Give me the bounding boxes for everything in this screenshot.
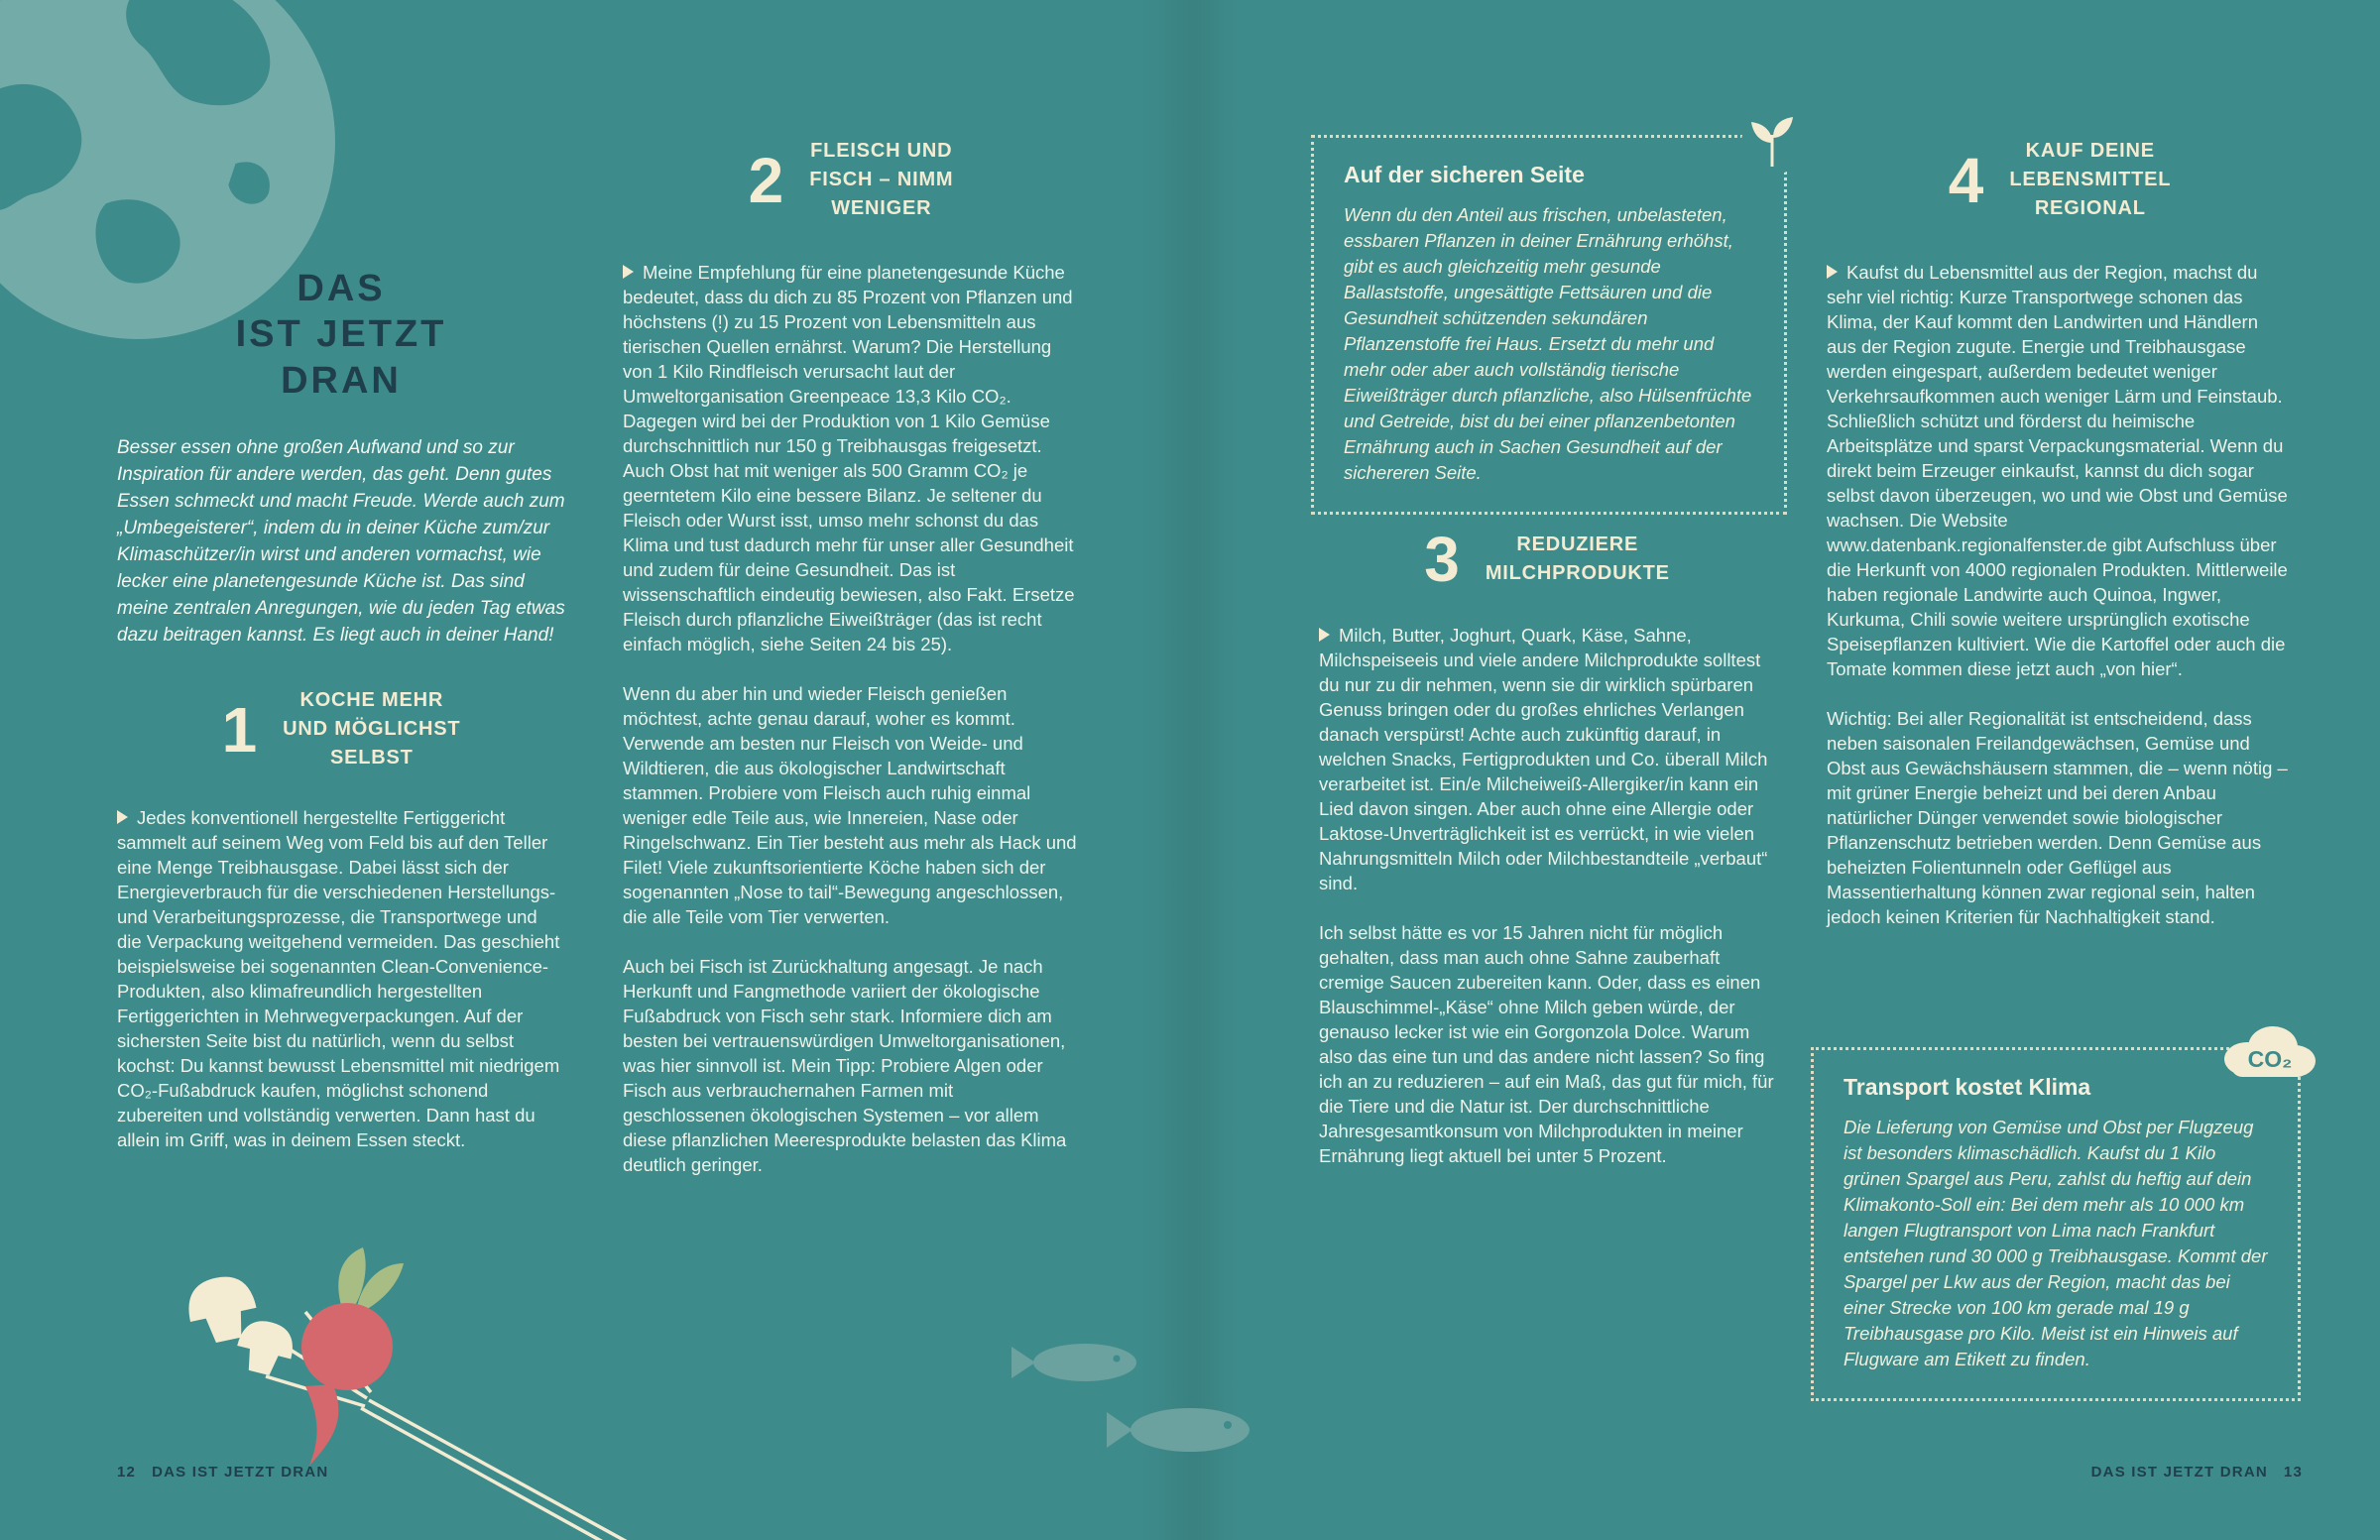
leaf-icon: [1741, 111, 1805, 175]
section-heading-line: KOCHE MEHR: [299, 689, 444, 711]
footer-left: [117, 1464, 328, 1481]
section-heading-line: FLEISCH UND: [810, 140, 953, 162]
section-heading-line: FISCH – NIMM: [809, 169, 954, 190]
paragraph-text: Wenn du aber hin und wieder Fleisch genießen möchtest, achte genau darauf, woher es kommt. Verwende am besten nur Fleisch von Weide- und Wildtieren, die aus ökologischer Landwirtschaft stammen. Probiere vom Fleisch auch ruhig einmal weniger edle Teile aus, wie Innereien, Nase oder Ringelschwanz. Ein Tier besteht aus mehr als Hack und Filet! Viele zukunftsorientierte Köche haben sich der sogenannten „Nose to tail“-Bewegung angeschlossen, die alle Teile vom Tier verwerten.: [623, 683, 1077, 927]
paragraph-text: Wichtig: Bei aller Regionalität ist entscheidend, dass neben saisonalen Freilandgewächsen, Gemüse und Obst aus Gewächshäusern stammen, die – wenn nötig – mit grüner Energie beheizt und bei deren Anbau natürlicher Dünger verwendet sowie biologischer Pflanzenschutz betrieben werden. Denn Gemüse aus beheizten Folientunneln oder Geflügel aus Massentierhaltung können zwar regional sein, halten jedoch keinen Kriterien für Nachhaltigkeit stand.: [1827, 708, 2288, 927]
page-title: [117, 266, 565, 404]
mushroom-icon: [232, 1316, 298, 1379]
body-paragraph: [623, 260, 1077, 656]
section-heading-line: REGIONAL: [2034, 197, 2146, 219]
body-paragraph: [1319, 920, 1777, 1168]
arrow-bullet-icon: [117, 810, 128, 824]
footer-right: [2091, 1464, 2303, 1481]
section-4-number: 4: [1948, 144, 1984, 216]
footer-label: DAS IST JETZT DRAN: [2090, 1464, 2268, 1481]
section-2-header: [623, 137, 1079, 223]
co2-label: CO₂: [2247, 1046, 2293, 1072]
section-2-number: 2: [748, 144, 784, 216]
radish-icon: [301, 1247, 404, 1466]
page-gutter: [1140, 0, 1240, 1540]
section-heading-line: MILCHPRODUKTE: [1485, 562, 1670, 584]
section-heading-line: SELBST: [329, 747, 414, 769]
box-heading: Auf der sicheren Seite: [1344, 162, 1585, 187]
box-body-text: Wenn du den Anteil aus frischen, unbelasteten, essbaren Pflanzen in deiner Ernährung erhöhst, gibt es auch gleichzeitig mehr gesunde Ballaststoffe, ungesättigte Fettsäuren und die Gesundheit schützenden sekundären Pflanzenstoffe frei Haus. Ersetzt du mehr und mehr oder aber auch vollständig tierische Eiweißträger durch pflanzliche, also Hülsenfrüchte und Getreide, bist du bei einer pflanzenbetonten Ernährung auch in Sachen Gesundheit auf der sichereren Seite.: [1344, 204, 1752, 483]
fish-icon: [1012, 1344, 1136, 1381]
page-title-line: DRAN: [281, 359, 402, 402]
box-heading: Transport kostet Klima: [1844, 1074, 2091, 1100]
paragraph-text: Ich selbst hätte es vor 15 Jahren nicht für möglich gehalten, dass man auch ohne Sahne zauberhaft cremige Saucen zubereiten kann. Oder, dass es einen Blauschimmel-„Käse“ ohne Milch geben würde, der genauso lecker ist wie ein Gorgonzola Dolce. Warum also das eine tun und das andere nicht lassen? So fing ich an zu reduzieren – auf ein Maß, das gut für mich, für die Tiere und die Natur ist. Der durchschnittliche Jahresgesamtkonsum von Milchprodukten in meiner Ernährung liegt aktuell bei unter 5 Prozent.: [1319, 922, 1774, 1166]
arrow-bullet-icon: [1827, 265, 1838, 279]
radish-fork-illustration: [159, 1218, 714, 1540]
page-title-line: DAS: [297, 268, 386, 309]
paragraph-text: Meine Empfehlung für eine planetengesunde Küche bedeutet, dass du dich zu 85 Prozent von Pflanzen und höchstens (!) zu 15 Prozent von Lebensmitteln aus tierischen Quellen ernährst. Warum? Die Herstellung von 1 Kilo Rindfleisch verursacht laut der Umweltorganisation Greenpeace 13,3 Kilo CO₂. Dagegen wird bei der Produktion von 1 Kilo Gemüse durchschnittlich nur 150 g Treibhausgas freigesetzt. Auch Obst hat mit weniger als 500 Gramm CO₂ je geerntetem Kilo eine bessere Bilanz. Je seltener du Fleisch oder Wurst isst, umso mehr schonst du das Klima und tust dadurch mehr für unser aller Gesundheit und zudem für deine Gesundheit. Das ist wissenschaftlich eindeutig bewiesen, also Fakt. Ersetze Fleisch durch pflanzliche Eiweißträger (das ist recht einfach möglich, siehe Seiten 24 bis 25).: [623, 262, 1075, 654]
body-paragraph: [1827, 260, 2291, 681]
transport-climate-box: [1811, 1047, 2301, 1401]
section-heading-line: UND MÖGLICHST: [283, 718, 461, 740]
section-3-heading: [1486, 531, 1670, 588]
page-title-line: IST JETZT: [235, 313, 447, 356]
page-number: 12: [117, 1464, 137, 1481]
section-3-body: [1319, 623, 1777, 1193]
body-paragraph: [1319, 623, 1777, 895]
section-3-number: 3: [1424, 524, 1460, 595]
section-4-header: [1827, 137, 2293, 223]
box-body-text: Die Lieferung von Gemüse und Obst per Flugzeug ist besonders klimaschädlich. Kaufst du 1 Kilo grünen Spargel aus Peru, zahlst du heftig auf dein Klimakonto-Soll ein: Bei dem mehr als 10 000 km langen Flugtransport von Lima nach Frankfurt entstehen rund 30 000 g Treibhausgase. Kommt der Spargel per Lkw aus der Region, macht das bei einer Strecke von 100 km gerade mal 19 g Treibhausgase pro Kilo. Meist ist ein Hinweis auf Flugware am Etikett zu finden.: [1844, 1117, 2268, 1369]
safe-side-box: [1311, 135, 1787, 515]
section-4-body: [1827, 260, 2291, 954]
section-1-body: [117, 805, 565, 1177]
co2-cloud-icon: [2217, 1017, 2322, 1085]
section-heading-line: LEBENSMITTEL: [2009, 169, 2172, 190]
footer-label: DAS IST JETZT DRAN: [152, 1464, 329, 1481]
paragraph-text: Auch bei Fisch ist Zurückhaltung angesagt. Je nach Herkunft und Fangmethode variiert der ökologische Fußabdruck von Fisch sehr stark. Informiere dich am besten bei vertrauenswürdigen Umweltorganisationen, was hier sinnvoll ist. Mein Tipp: Probiere Algen oder Fisch aus verbrauchernahen Farmen mit geschlossenen ökologischen Systemen – vor allem diese pflanzlichen Meeresprodukte belasten das Klima deutlich geringer.: [623, 956, 1067, 1175]
arrow-bullet-icon: [623, 265, 634, 279]
section-heading-line: REDUZIERE: [1516, 533, 1639, 555]
section-1-heading: [283, 686, 460, 772]
paragraph-text: Kaufst du Lebensmittel aus der Region, machst du sehr viel richtig: Kurze Transportwege schonen das Klima, der Kauf kommt den Landwirten und Händlern aus der Region zugute. Energie und Treibhausgase werden eingespart, außerdem bedeutet weniger Verkehrsaufkommen auch weniger Lärm und Feinstaub. Schließlich schützt und förderst du heimische Arbeitsplätze und sparst Verpackungsmaterial. Wenn du direkt beim Erzeuger einkaufst, kannst du dich sogar selbst davon überzeugen, wo und wie Obst und Gemüse wachsen. Die Website www.datenbank.regionalfenster.de gibt Aufschluss über die Herkunft von 4000 regionalen Produkten. Mittlerweile haben regionale Landwirte auch Quinoa, Ingwer, Kurkuma, Chili sowie weitere ursprünglich exotische Speisepflanzen kultiviert. Wie die Kartoffel oder auch die Tomate kommen diese jetzt auch „von hier“.: [1827, 262, 2288, 679]
section-4-heading: [2009, 137, 2171, 223]
section-2-heading: [809, 137, 953, 223]
body-paragraph: [117, 805, 565, 1152]
fish-icon: [1107, 1408, 1250, 1452]
body-paragraph: [1827, 706, 2291, 929]
section-heading-line: WENIGER: [831, 197, 932, 219]
intro-paragraph: Besser essen ohne großen Aufwand und so zur Inspiration für andere werden, das geht. Denn gutes Essen schmeckt und macht Freude. Werde auch zum „Umbegeisterer“, indem du in deiner Küche zum/zur Klimaschützer/in wirst und anderen vormachst, wie lecker eine planetengesunde Küche ist. Das sind meine zentralen Anregungen, wie du jeden Tag etwas dazu beitragen kannst. Es liegt auch in deiner Hand!: [117, 437, 565, 646]
body-paragraph: [623, 954, 1077, 1177]
page-number: 13: [2283, 1464, 2303, 1481]
section-1-header: [117, 686, 565, 772]
body-paragraph: [623, 681, 1077, 929]
fish-illustration: [1004, 1327, 1291, 1471]
section-1-number: 1: [221, 693, 258, 766]
paragraph-text: Jedes konventionell hergestellte Fertiggericht sammelt auf seinem Weg vom Feld bis auf den Teller eine Menge Treibhausgase. Dabei lässt sich der Energieverbrauch für die verschiedenen Herstellungs- und Verarbeitungsprozesse, die Transportwege und die Verpackung weitgehend vermeiden. Das geschieht beispielsweise bei sogenannten Clean-Convenience-Produkten, also klimafreundlich hergestellten Fertiggerichten in Mehrwegverpackungen. Auf der sichersten Seite bist du natürlich, wenn du selbst kochst: Du kannst bewusst Lebensmittel mit niedrigem CO₂-Fußabdruck kaufen, möglichst schonend zubereiten und vollständig verwerten. Dann hast du allein im Griff, was in deinem Essen steckt.: [117, 807, 560, 1150]
section-2-body: [623, 260, 1077, 1202]
section-heading-line: KAUF DEINE: [2025, 140, 2155, 162]
arrow-bullet-icon: [1319, 628, 1330, 642]
paragraph-text: Milch, Butter, Joghurt, Quark, Käse, Sahne, Milchspeiseeis und viele andere Milchprodukte solltest du nur zu dir nehmen, wenn sie dir wirklich spürbaren Genuss bringen oder du großes ehrliches Verlangen danach verspürst! Achte auch zukünftig darauf, in welchen Snacks, Fertigprodukten und Co. überall Milch verarbeitet ist. Ein/e Milcheiweiß-Allergiker/in kann ein Lied davon singen. Aber auch ohne eine Allergie oder Laktose-Unverträglichkeit ist es verrückt, in wie vielen Nahrungsmitteln Milch oder Milchbestandteile „verbaut“ sind.: [1319, 625, 1768, 893]
section-3-header: [1319, 524, 1775, 595]
